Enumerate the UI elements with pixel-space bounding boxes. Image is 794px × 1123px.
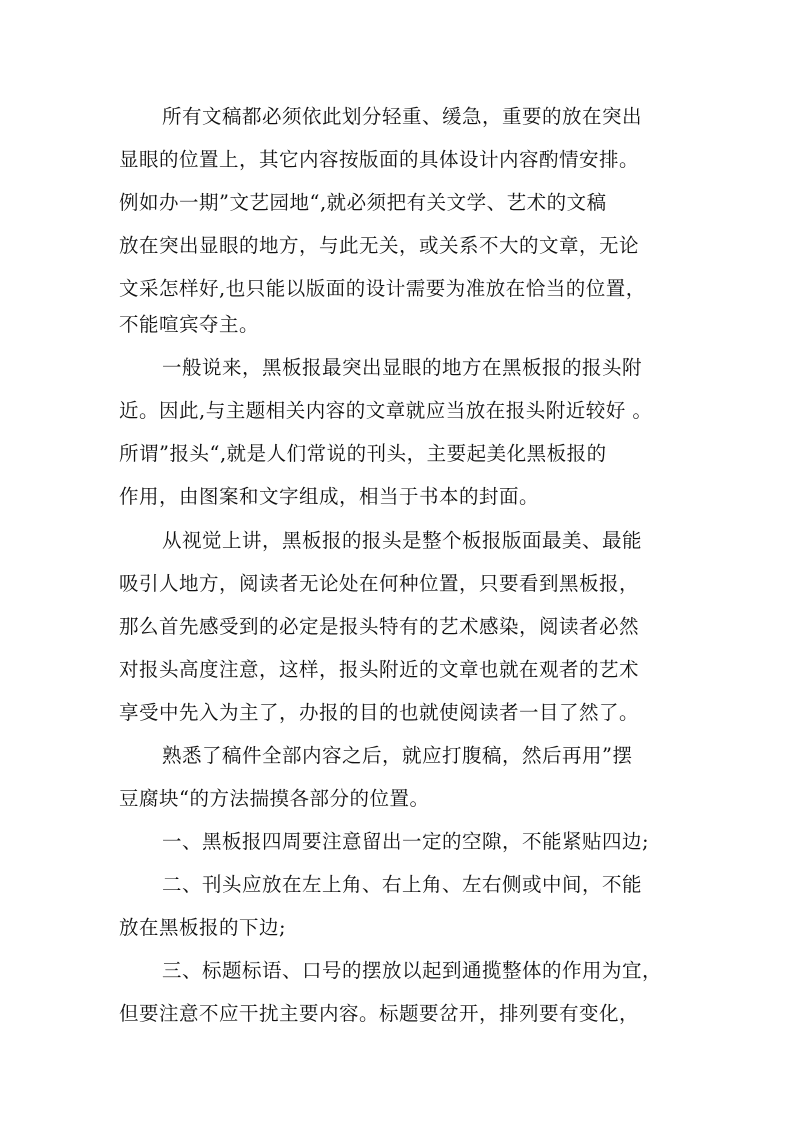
text-line: 所有文稿都必须依此划分轻重、缓急，重要的放在突出 <box>162 105 643 128</box>
text-line: 作用，由图案和文字组成，相当于书本的封面。 <box>119 485 540 508</box>
text-line: 吸引人地方，阅读者无论处在何种位置，只要看到黑板报， <box>119 572 640 595</box>
text-line: 放在黑板报的下边; <box>119 916 287 939</box>
text-line: 豆腐块“的方法揣摸各部分的位置。 <box>119 787 430 810</box>
text-line: 熟悉了稿件全部内容之后，就应打腹稿，然后再用”摆 <box>162 744 633 767</box>
text-line: 放在突出显眼的地方，与此无关，或关系不大的文章，无论 <box>119 234 640 257</box>
text-line: 显眼的位置上，其它内容按版面的具体设计内容酌情安排。 <box>119 148 640 171</box>
text-line: 文采怎样好,也只能以版面的设计需要为准放在恰当的位置， <box>119 277 646 300</box>
text-line: 所谓”报头“,就是人们常说的刊头，主要起美化黑板报的 <box>119 442 607 465</box>
text-line: 那么首先感受到的必定是报头特有的艺术感染，阅读者必然 <box>119 615 640 638</box>
text-line: 二、刊头应放在左上角、右上角、左右侧或中间，不能 <box>162 873 643 896</box>
text-line: 对报头高度注意，这样，报头附近的文章也就在观者的艺术 <box>119 658 640 681</box>
text-line: 从视觉上讲，黑板报的报头是整个板报版面最美、最能 <box>162 529 643 552</box>
text-line: 近。因此,与主题相关内容的文章就应当放在报头附近较好 。 <box>119 399 653 422</box>
text-line: 例如办一期”文艺园地“,就必须把有关文学、艺术的文稿 <box>119 191 607 214</box>
text-line: 享受中先入为主了，办报的目的也就使阅读者一目了然了。 <box>119 701 640 724</box>
text-line: 一、黑板报四周要注意留出一定的空隙，不能紧贴四边; <box>162 830 650 853</box>
text-line: 但要注意不应干扰主要内容。标题要岔开，排列要有变化， <box>119 1002 640 1025</box>
text-line: 三、标题标语、口号的摆放以起到通揽整体的作用为宜， <box>162 959 663 982</box>
text-line: 不能喧宾夺主。 <box>119 313 260 336</box>
text-line: 一般说来，黑板报最突出显眼的地方在黑板报的报头附 <box>162 356 643 379</box>
